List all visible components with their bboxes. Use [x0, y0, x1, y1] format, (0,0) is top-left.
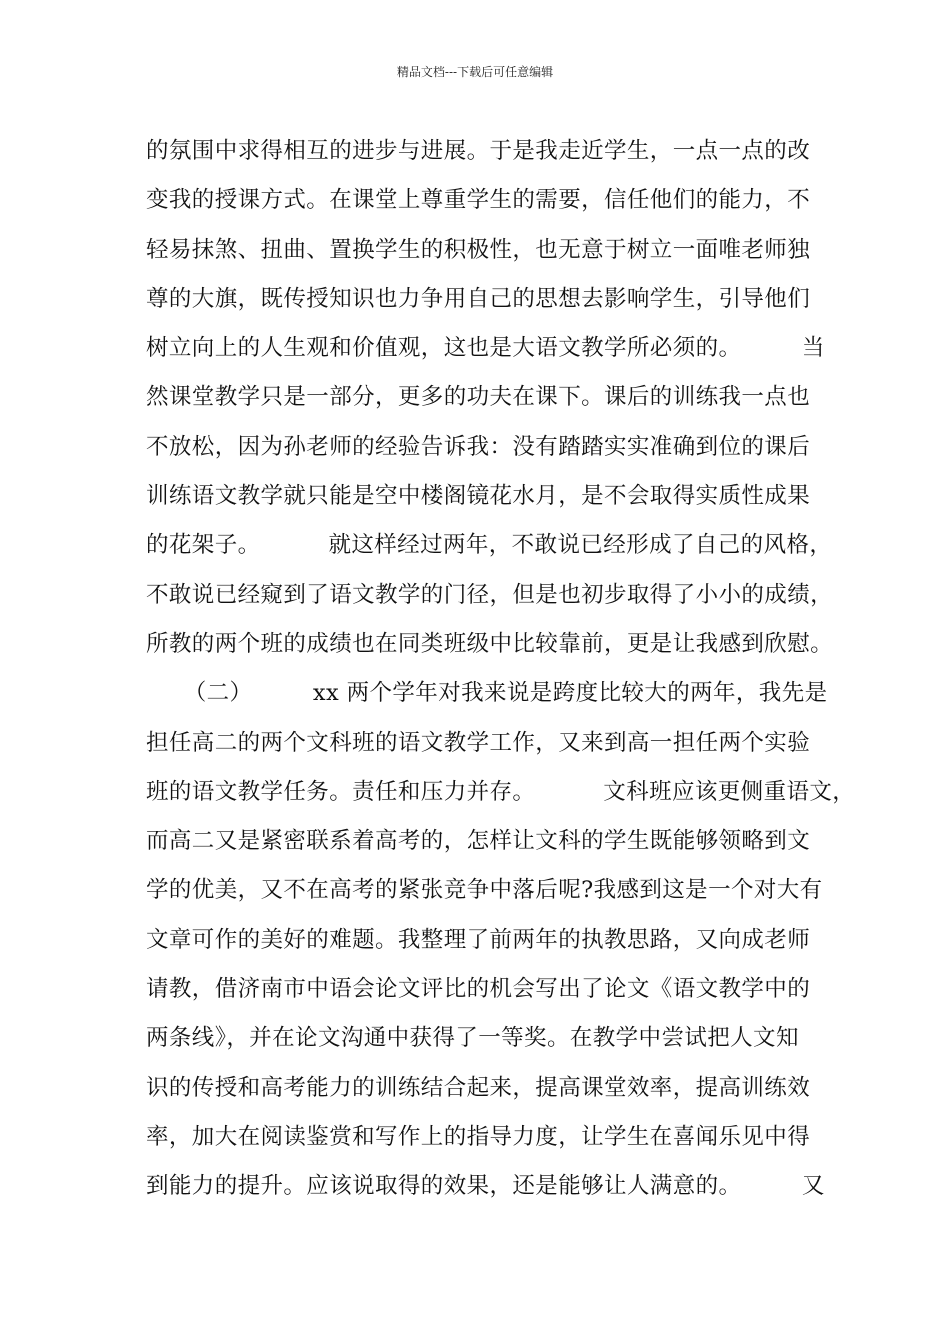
text-line: 所教的两个班的成绩也在同类班级中比较靠前，更是让我感到欣慰。 — [146, 630, 834, 657]
text-line: 变我的授课方式。在课堂上尊重学生的需要，信任他们的能力，不 — [146, 187, 811, 214]
text-line: （二） xx 两个学年对我来说是跨度比较大的两年，我先是 — [146, 680, 828, 707]
text-line: 担任高二的两个文科班的语文教学工作，又来到高一担任两个实验 — [146, 729, 811, 756]
body-text — [146, 127, 856, 1212]
text-line: 轻易抹煞、扭曲、置换学生的积极性，也无意于树立一面唯老师独 — [146, 236, 811, 263]
text-line: 而高二又是紧密联系着高考的，怎样让文科的学生既能够领略到文 — [146, 828, 811, 855]
text-line: 文章可作的美好的难题。我整理了前两年的执教思路，又向成老师 — [146, 926, 811, 953]
text-line: 的花架子。 就这样经过两年，不敢说已经形成了自己的风格， — [146, 532, 833, 559]
text-line: 到能力的提升。应该说取得的效果，还是能够让人满意的。 又 — [146, 1173, 825, 1200]
text-line: 请教，借济南市中语会论文评比的机会写出了论文《语文教学中的 — [146, 976, 811, 1003]
text-line: 的氛围中求得相互的进步与进展。于是我走近学生，一点一点的改 — [146, 138, 811, 164]
text-line: 学的优美，又不在高考的紧张竞争中落后呢?我感到这是一个对大有 — [146, 877, 823, 904]
text-line: 不敢说已经窥到了语文教学的门径，但是也初步取得了小小的成绩， — [146, 581, 834, 608]
text-line: 两条线》，并在论文沟通中获得了一等奖。在教学中尝试把人文知 — [146, 1025, 799, 1052]
text-line: 不放松，因为孙老师的经验告诉我：没有踏踏实实准确到位的课后 — [146, 433, 811, 460]
text-line: 尊的大旗，既传授知识也力争用自己的思想去影响学生，引导他们 — [146, 285, 811, 312]
text-line: 然课堂教学只是一部分，更多的功夫在课下。课后的训练我一点也 — [146, 384, 811, 411]
text-line: 树立向上的人生观和价值观，这也是大语文教学所必须的。 当 — [146, 335, 825, 362]
text-line: 率，加大在阅读鉴赏和写作上的指导力度，让学生在喜闻乐见中得 — [146, 1123, 811, 1150]
text-line: 班的语文教学任务。责任和压力并存。 文科班应该更侧重语文， — [146, 778, 856, 805]
text-line: 训练语文教学就只能是空中楼阁镜花水月，是不会取得实质性成果 — [146, 483, 811, 510]
page-header: 精品文档---下载后可任意编辑 — [396, 65, 554, 79]
text-line: 识的传授和高考能力的训练结合起来，提高课堂效率，提高训练效 — [146, 1074, 811, 1101]
